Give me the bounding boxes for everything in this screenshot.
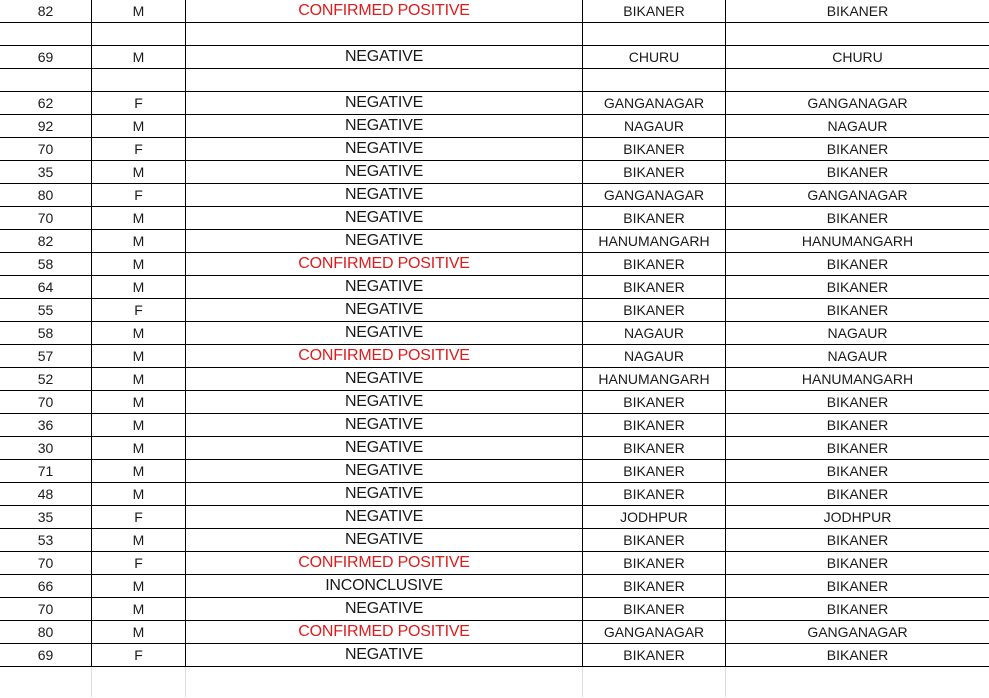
sex-cell[interactable]: M (92, 529, 186, 552)
age-cell[interactable]: 36 (0, 414, 92, 437)
district-cell[interactable]: BIKANER (583, 575, 726, 598)
sex-cell[interactable]: M (92, 483, 186, 506)
age-cell[interactable]: 70 (0, 552, 92, 575)
sex-cell[interactable]: M (92, 345, 186, 368)
table-row (0, 46, 989, 69)
age-cell[interactable]: 92 (0, 115, 92, 138)
empty-cell[interactable] (583, 667, 726, 698)
age-cell[interactable]: 70 (0, 598, 92, 621)
district-cell[interactable]: NAGAUR (583, 115, 726, 138)
result-cell[interactable]: NEGATIVE (186, 368, 583, 391)
table-row (0, 598, 989, 621)
age-cell[interactable]: 82 (0, 230, 92, 253)
table-row (0, 529, 989, 552)
table-row (0, 345, 989, 368)
sex-cell[interactable]: M (92, 391, 186, 414)
result-cell[interactable]: NEGATIVE (186, 506, 583, 529)
district-cell-2[interactable]: BIKANER (726, 644, 989, 667)
district-cell-2[interactable]: BIKANER (726, 138, 989, 161)
table-row (0, 414, 989, 437)
result-cell[interactable]: NEGATIVE (186, 483, 583, 506)
table-row (0, 92, 989, 115)
district-cell[interactable]: BIKANER (583, 644, 726, 667)
district-cell-2[interactable]: BIKANER (726, 253, 989, 276)
district-cell-2[interactable]: HANUMANGARH (726, 230, 989, 253)
district-cell-2[interactable] (726, 23, 989, 46)
table-row (0, 322, 989, 345)
sex-cell[interactable]: M (92, 368, 186, 391)
sex-cell[interactable]: M (92, 253, 186, 276)
district-cell-2[interactable]: BIKANER (726, 276, 989, 299)
age-cell[interactable]: 70 (0, 207, 92, 230)
sex-cell[interactable]: M (92, 230, 186, 253)
result-cell[interactable]: NEGATIVE (186, 92, 583, 115)
age-cell[interactable]: 80 (0, 184, 92, 207)
sex-cell[interactable]: M (92, 0, 186, 23)
age-cell[interactable]: 69 (0, 46, 92, 69)
result-cell[interactable] (186, 69, 583, 92)
age-cell[interactable] (0, 69, 92, 92)
result-cell[interactable]: NEGATIVE (186, 414, 583, 437)
age-cell[interactable]: 57 (0, 345, 92, 368)
table-row (0, 368, 989, 391)
age-cell[interactable]: 66 (0, 575, 92, 598)
district-cell-2[interactable] (726, 69, 989, 92)
age-cell[interactable]: 82 (0, 0, 92, 23)
district-cell-2[interactable]: BIKANER (726, 207, 989, 230)
result-cell[interactable]: NEGATIVE (186, 184, 583, 207)
district-cell[interactable]: BIKANER (583, 552, 726, 575)
district-cell[interactable]: BIKANER (583, 299, 726, 322)
table-row (0, 161, 989, 184)
result-cell[interactable]: INCONCLUSIVE (186, 575, 583, 598)
district-cell[interactable]: BIKANER (583, 598, 726, 621)
table-row (0, 437, 989, 460)
age-cell[interactable]: 55 (0, 299, 92, 322)
result-cell[interactable]: NEGATIVE (186, 138, 583, 161)
table-row (0, 0, 989, 23)
result-cell[interactable]: NEGATIVE (186, 322, 583, 345)
sex-cell[interactable]: F (92, 506, 186, 529)
district-cell[interactable]: HANUMANGARH (583, 230, 726, 253)
age-cell[interactable]: 69 (0, 644, 92, 667)
empty-cell[interactable] (0, 667, 92, 698)
district-cell-2[interactable]: BIKANER (726, 414, 989, 437)
table-row (0, 621, 989, 644)
district-cell-2[interactable]: BIKANER (726, 299, 989, 322)
table-row (0, 644, 989, 667)
sex-cell[interactable]: M (92, 207, 186, 230)
blank-row (0, 23, 989, 46)
district-cell-2[interactable]: GANGANAGAR (726, 92, 989, 115)
district-cell[interactable]: BIKANER (583, 437, 726, 460)
district-cell[interactable]: JODHPUR (583, 506, 726, 529)
result-cell[interactable]: NEGATIVE (186, 276, 583, 299)
age-cell[interactable]: 70 (0, 391, 92, 414)
table-row (0, 253, 989, 276)
sex-cell[interactable]: M (92, 322, 186, 345)
age-cell[interactable]: 70 (0, 138, 92, 161)
result-cell[interactable]: NEGATIVE (186, 437, 583, 460)
sex-cell[interactable]: M (92, 46, 186, 69)
empty-row (0, 667, 989, 698)
district-cell[interactable]: GANGANAGAR (583, 184, 726, 207)
district-cell-2[interactable]: HANUMANGARH (726, 368, 989, 391)
district-cell[interactable]: BIKANER (583, 460, 726, 483)
age-cell[interactable] (0, 23, 92, 46)
table-row (0, 552, 989, 575)
result-cell[interactable]: NEGATIVE (186, 460, 583, 483)
sex-cell[interactable]: F (92, 552, 186, 575)
result-cell[interactable]: NEGATIVE (186, 115, 583, 138)
district-cell[interactable]: NAGAUR (583, 322, 726, 345)
district-cell-2[interactable]: BIKANER (726, 460, 989, 483)
district-cell-2[interactable]: BIKANER (726, 391, 989, 414)
table-row (0, 207, 989, 230)
empty-cell[interactable] (726, 667, 989, 698)
district-cell[interactable] (583, 69, 726, 92)
district-cell-2[interactable]: BIKANER (726, 161, 989, 184)
sex-cell[interactable]: M (92, 460, 186, 483)
district-cell[interactable]: BIKANER (583, 391, 726, 414)
sex-cell[interactable]: M (92, 161, 186, 184)
district-cell[interactable]: BIKANER (583, 529, 726, 552)
age-cell[interactable]: 53 (0, 529, 92, 552)
district-cell-2[interactable]: NAGAUR (726, 345, 989, 368)
result-cell[interactable]: NEGATIVE (186, 529, 583, 552)
table-row (0, 575, 989, 598)
result-cell[interactable]: NEGATIVE (186, 46, 583, 69)
result-cell[interactable]: CONFIRMED POSITIVE (186, 0, 583, 23)
sex-cell[interactable] (92, 69, 186, 92)
district-cell-2[interactable]: BIKANER (726, 437, 989, 460)
age-cell[interactable]: 35 (0, 161, 92, 184)
sex-cell[interactable] (92, 23, 186, 46)
sex-cell[interactable]: F (92, 138, 186, 161)
district-cell[interactable]: BIKANER (583, 161, 726, 184)
district-cell-2[interactable]: BIKANER (726, 529, 989, 552)
age-cell[interactable]: 52 (0, 368, 92, 391)
result-cell[interactable] (186, 23, 583, 46)
sex-cell[interactable]: M (92, 621, 186, 644)
result-cell[interactable]: NEGATIVE (186, 207, 583, 230)
sex-cell[interactable]: M (92, 437, 186, 460)
district-cell-2[interactable]: GANGANAGAR (726, 621, 989, 644)
district-cell-2[interactable]: GANGANAGAR (726, 184, 989, 207)
district-cell[interactable]: BIKANER (583, 483, 726, 506)
table-row (0, 276, 989, 299)
age-cell[interactable]: 62 (0, 92, 92, 115)
table-row (0, 184, 989, 207)
district-cell-2[interactable]: BIKANER (726, 552, 989, 575)
table-row (0, 299, 989, 322)
table-row (0, 460, 989, 483)
district-cell[interactable]: BIKANER (583, 207, 726, 230)
district-cell[interactable]: NAGAUR (583, 345, 726, 368)
result-cell[interactable]: CONFIRMED POSITIVE (186, 552, 583, 575)
result-cell[interactable]: NEGATIVE (186, 391, 583, 414)
district-cell-2[interactable]: CHURU (726, 46, 989, 69)
district-cell[interactable]: HANUMANGARH (583, 368, 726, 391)
district-cell[interactable]: BIKANER (583, 276, 726, 299)
district-cell[interactable]: CHURU (583, 46, 726, 69)
result-cell[interactable]: NEGATIVE (186, 161, 583, 184)
age-cell[interactable]: 30 (0, 437, 92, 460)
age-cell[interactable]: 64 (0, 276, 92, 299)
result-cell[interactable]: CONFIRMED POSITIVE (186, 345, 583, 368)
district-cell-2[interactable]: NAGAUR (726, 322, 989, 345)
district-cell-2[interactable]: JODHPUR (726, 506, 989, 529)
district-cell-2[interactable]: BIKANER (726, 0, 989, 23)
age-cell[interactable]: 48 (0, 483, 92, 506)
age-cell[interactable]: 80 (0, 621, 92, 644)
district-cell-2[interactable]: BIKANER (726, 575, 989, 598)
district-cell[interactable]: GANGANAGAR (583, 621, 726, 644)
blank-row (0, 69, 989, 92)
result-cell[interactable]: NEGATIVE (186, 299, 583, 322)
district-cell[interactable]: BIKANER (583, 138, 726, 161)
table-row (0, 506, 989, 529)
sex-cell[interactable]: M (92, 598, 186, 621)
table-row (0, 391, 989, 414)
table-row (0, 138, 989, 161)
empty-cell[interactable] (186, 667, 583, 698)
district-cell[interactable]: GANGANAGAR (583, 92, 726, 115)
age-cell[interactable]: 71 (0, 460, 92, 483)
sex-cell[interactable]: M (92, 575, 186, 598)
age-cell[interactable]: 58 (0, 253, 92, 276)
result-cell[interactable]: NEGATIVE (186, 644, 583, 667)
district-cell[interactable] (583, 23, 726, 46)
age-cell[interactable]: 58 (0, 322, 92, 345)
result-cell[interactable]: CONFIRMED POSITIVE (186, 253, 583, 276)
sex-cell[interactable]: F (92, 644, 186, 667)
district-cell[interactable]: BIKANER (583, 0, 726, 23)
result-cell[interactable]: NEGATIVE (186, 598, 583, 621)
sex-cell[interactable]: F (92, 184, 186, 207)
age-cell[interactable]: 35 (0, 506, 92, 529)
district-cell-2[interactable]: BIKANER (726, 598, 989, 621)
result-cell[interactable]: NEGATIVE (186, 230, 583, 253)
table-row (0, 483, 989, 506)
sex-cell[interactable]: F (92, 92, 186, 115)
table-row (0, 230, 989, 253)
district-cell[interactable]: BIKANER (583, 414, 726, 437)
result-cell[interactable]: CONFIRMED POSITIVE (186, 621, 583, 644)
sex-cell[interactable]: M (92, 115, 186, 138)
table-row (0, 115, 989, 138)
empty-cell[interactable] (92, 667, 186, 698)
sex-cell[interactable]: M (92, 414, 186, 437)
district-cell-2[interactable]: NAGAUR (726, 115, 989, 138)
sex-cell[interactable]: F (92, 299, 186, 322)
sex-cell[interactable]: M (92, 276, 186, 299)
district-cell[interactable]: BIKANER (583, 253, 726, 276)
district-cell-2[interactable]: BIKANER (726, 483, 989, 506)
